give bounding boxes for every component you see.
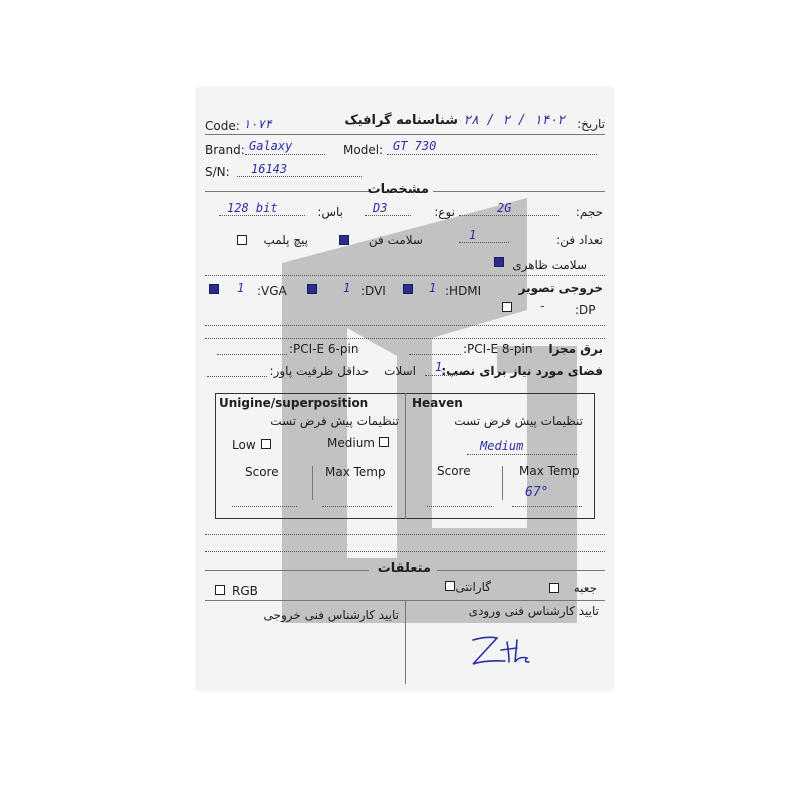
outputs-title: خروجی تصویر (518, 281, 603, 295)
heaven-maxtemp-dotted-line (512, 506, 582, 507)
accessories-divider-left (205, 570, 369, 571)
dp-label: :DP (575, 303, 596, 317)
bus-value: 128 bit (227, 201, 278, 215)
brand-dotted-line (245, 154, 325, 155)
install-space-label: فضای مورد نیاز برای نصب: (441, 364, 603, 378)
vga-label: :VGA (257, 284, 287, 298)
slots-label: اسلات (384, 364, 416, 378)
hdmi-checkbox[interactable] (403, 284, 413, 294)
heaven-score-dotted-line (427, 506, 492, 507)
type-dotted-line (365, 215, 411, 216)
dvi-checkbox[interactable] (307, 284, 317, 294)
heaven-settings-dotted-line (467, 454, 577, 455)
pci-e-6-pin-label: :PCI-E 6-pin (289, 342, 359, 356)
brand-label: Brand: (205, 143, 245, 157)
vga-checkbox[interactable] (209, 284, 219, 294)
fan-health-checkbox[interactable] (339, 235, 349, 245)
specs-section-title: مشخصات (367, 182, 429, 197)
heaven-settings-value: Medium (480, 439, 524, 453)
outputs-blank-line-2 (205, 338, 605, 339)
brand-value: Galaxy (249, 139, 293, 153)
rgb-checkbox[interactable] (215, 585, 225, 595)
model-label: Model: (343, 143, 384, 157)
hdmi-value: 1 (429, 281, 437, 295)
unigine-score-dotted-line (232, 506, 297, 507)
dp-value: - (539, 299, 547, 313)
unigine-score-label: Score (245, 465, 279, 479)
install-space-dotted-line (425, 375, 457, 376)
model-dotted-line (387, 154, 597, 155)
approvals-divider (405, 600, 406, 684)
appearance-checkbox[interactable] (494, 257, 504, 267)
power-title: برق مجزا (548, 342, 603, 356)
heaven-maxtemp-label: Max Temp (519, 464, 580, 478)
unigine-maxtemp-label: Max Temp (325, 465, 386, 479)
unigine-maxtemp-dotted-line (322, 506, 392, 507)
rgb-label: RGB (232, 584, 258, 598)
size-dotted-line (459, 215, 559, 216)
fan-count-value: 1 (469, 228, 477, 242)
type-label: نوع: (434, 205, 455, 219)
min-psu-dotted-line (207, 376, 267, 377)
code-value: ۱۰۷۴ (243, 117, 272, 131)
warranty-label: گارانتی (455, 580, 491, 594)
outputs-blank-line-1 (205, 325, 605, 326)
specs-divider-right (433, 191, 605, 192)
specs-blank-line (205, 275, 605, 276)
screw-seal-label: پیچ پلمپ (263, 233, 308, 247)
unigine-medium-label: Medium (327, 436, 375, 450)
warranty-checkbox[interactable] (445, 581, 455, 591)
date-label: تاریخ: (577, 117, 605, 131)
min-psu-label: حداقل ظرفیت پاور: (269, 364, 369, 378)
exit-approval-label: تایید کارشناس فنی خروجی (263, 608, 399, 622)
technician-signature (465, 628, 545, 670)
heaven-score-divider (502, 466, 503, 500)
entry-approval-label: تایید کارشناس فنی ورودی (468, 604, 599, 618)
graphics-card-id-form (197, 88, 613, 690)
bus-dotted-line (219, 215, 305, 216)
serial-value: 16143 (251, 162, 288, 176)
dvi-label: :DVI (361, 284, 386, 298)
heaven-title: Heaven (412, 396, 463, 410)
specs-divider-left (205, 191, 369, 192)
pci-e-6-pin-dotted-line (217, 354, 287, 355)
unigine-title: Unigine/superposition (219, 396, 369, 410)
screw-seal-checkbox[interactable] (237, 235, 247, 245)
unigine-medium-checkbox[interactable] (379, 437, 389, 447)
heaven-score-label: Score (437, 464, 471, 478)
bus-label: باس: (317, 205, 343, 219)
appearance-label: سلامت ظاهری (512, 258, 587, 272)
fan-count-label: تعداد فن: (556, 233, 603, 247)
pci-e-8-pin-dotted-line (409, 354, 461, 355)
heaven-maxtemp-value: 67° (525, 485, 549, 500)
accessories-section-title: متعلقات (377, 561, 431, 576)
code-label: Code: (205, 119, 240, 133)
benchmark-table-divider (405, 393, 406, 519)
notes-blank-line-1 (205, 534, 605, 535)
heaven-settings-label: تنظیمات پیش فرض تست (454, 414, 583, 428)
serial-label: S/N: (205, 165, 230, 179)
hdmi-label: :HDMI (445, 284, 482, 298)
form-title: شناسنامه گرافیک (344, 113, 458, 128)
header-underline (205, 134, 605, 135)
size-label: حجم: (575, 205, 603, 219)
box-label: جعبه (573, 581, 597, 595)
fan-count-dotted-line (459, 242, 509, 243)
unigine-settings-label: تنظیمات پیش فرض تست (270, 414, 399, 428)
box-checkbox[interactable] (549, 583, 559, 593)
unigine-score-divider (312, 466, 313, 500)
pci-e-8-pin-label: :PCI-E 8-pin (463, 342, 533, 356)
vga-value: 1 (237, 281, 245, 295)
accessories-divider-right (437, 570, 605, 571)
serial-dotted-line (237, 176, 362, 177)
model-value: GT 730 (393, 139, 437, 153)
size-value: 2G (497, 201, 512, 215)
install-space-value: 1 (435, 360, 443, 374)
date-value: ۱۴۰۲ / ۲ / ۲۸ (463, 113, 565, 128)
dp-checkbox[interactable] (502, 302, 512, 312)
notes-blank-line-2 (205, 551, 605, 552)
type-value: D3 (373, 201, 388, 215)
unigine-low-label: Low (232, 438, 256, 452)
unigine-low-checkbox[interactable] (261, 439, 271, 449)
dvi-value: 1 (343, 281, 351, 295)
fan-health-label: سلامت فن (368, 233, 423, 247)
